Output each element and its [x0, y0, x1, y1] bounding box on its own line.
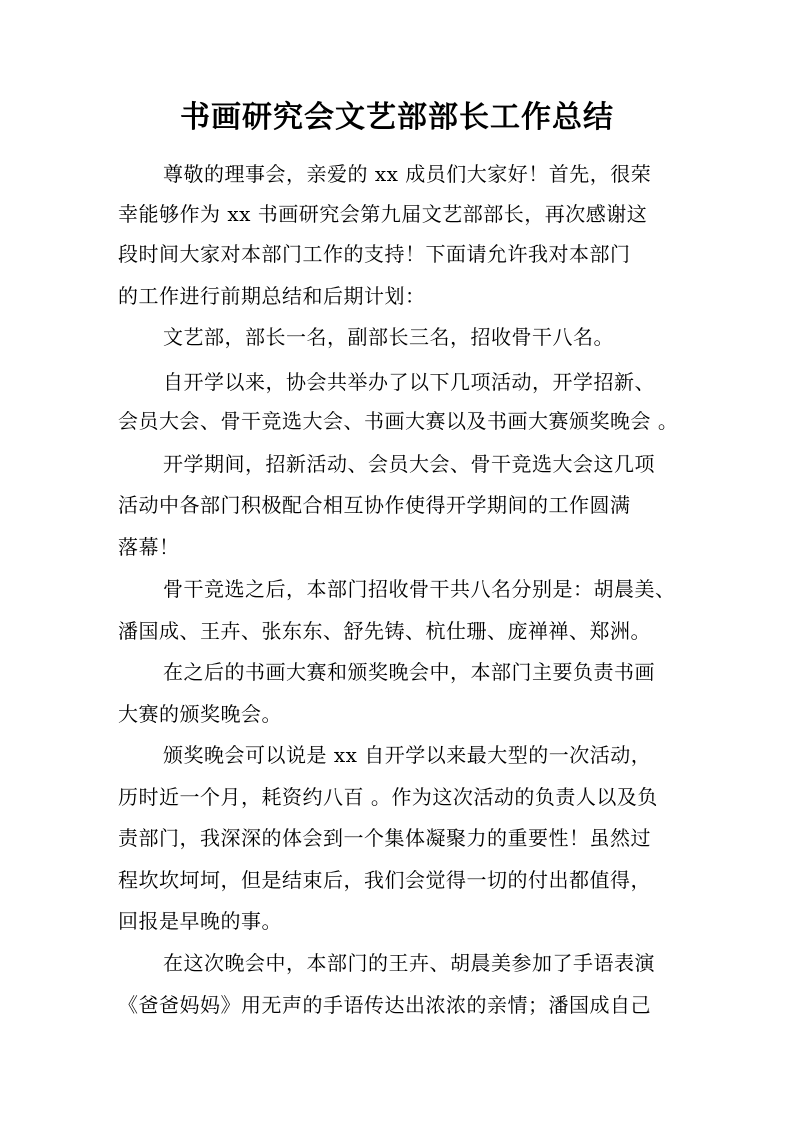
paragraph-line: 落幕！: [118, 535, 180, 559]
paragraph-line: 开学期间，招新活动、会员大会、骨干竞选大会这几项: [163, 452, 655, 476]
paragraph-line: 骨干竞选之后，本部门招收骨干共八名分别是：胡晨美、: [163, 577, 676, 601]
paragraph-line: 在这次晚会中，本部门的王卉、胡晨美参加了手语表演: [163, 951, 655, 975]
paragraph-line: 历时近一个月，耗资约八百 。作为这次活动的负责人以及负: [118, 785, 658, 809]
document-title: 书画研究会文艺部部长工作总结: [180, 100, 614, 135]
paragraph-line: 段时间大家对本部门工作的支持！下面请允许我对本部门: [118, 242, 631, 266]
paragraph-line: 大赛的颁奖晚会。: [118, 702, 282, 726]
paragraph-line: 颁奖晚会可以说是 xx 自开学以来最大型的一次活动，: [163, 743, 652, 767]
paragraph-line: 自开学以来，协会共举办了以下几项活动，开学招新、: [163, 370, 655, 394]
paragraph-line: 程坎坎坷坷，但是结束后，我们会觉得一切的付出都值得，: [118, 868, 651, 892]
paragraph-line: 《爸爸妈妈》用无声的手语传达出浓浓的亲情；潘国成自己: [118, 993, 651, 1017]
paragraph-line: 回报是早晚的事。: [118, 909, 282, 933]
paragraph-line: 会员大会、骨干竞选大会、书画大赛以及书画大赛颁奖晚会 。: [118, 409, 679, 433]
paragraph-line: 文艺部，部长一名，副部长三名，招收骨干八名。: [163, 325, 614, 349]
paragraph-line: 幸能够作为 xx 书画研究会第九届文艺部部长，再次感谢这: [118, 202, 648, 226]
paragraph-line: 在之后的书画大赛和颁奖晚会中，本部门主要负责书画: [163, 660, 655, 684]
paragraph-line: 潘国成、王卉、张东东、舒先铸、杭仕珊、庞禅禅、郑洲。: [118, 619, 651, 643]
paragraph-line: 的工作进行前期总结和后期计划：: [118, 284, 426, 308]
paragraph-line: 活动中各部门积极配合相互协作使得开学期间的工作圆满: [118, 493, 631, 517]
paragraph-line: 责部门，我深深的体会到一个集体凝聚力的重要性！虽然过: [118, 826, 651, 850]
paragraph-line: 尊敬的理事会，亲爱的 xx 成员们大家好！首先，很荣: [163, 162, 652, 186]
